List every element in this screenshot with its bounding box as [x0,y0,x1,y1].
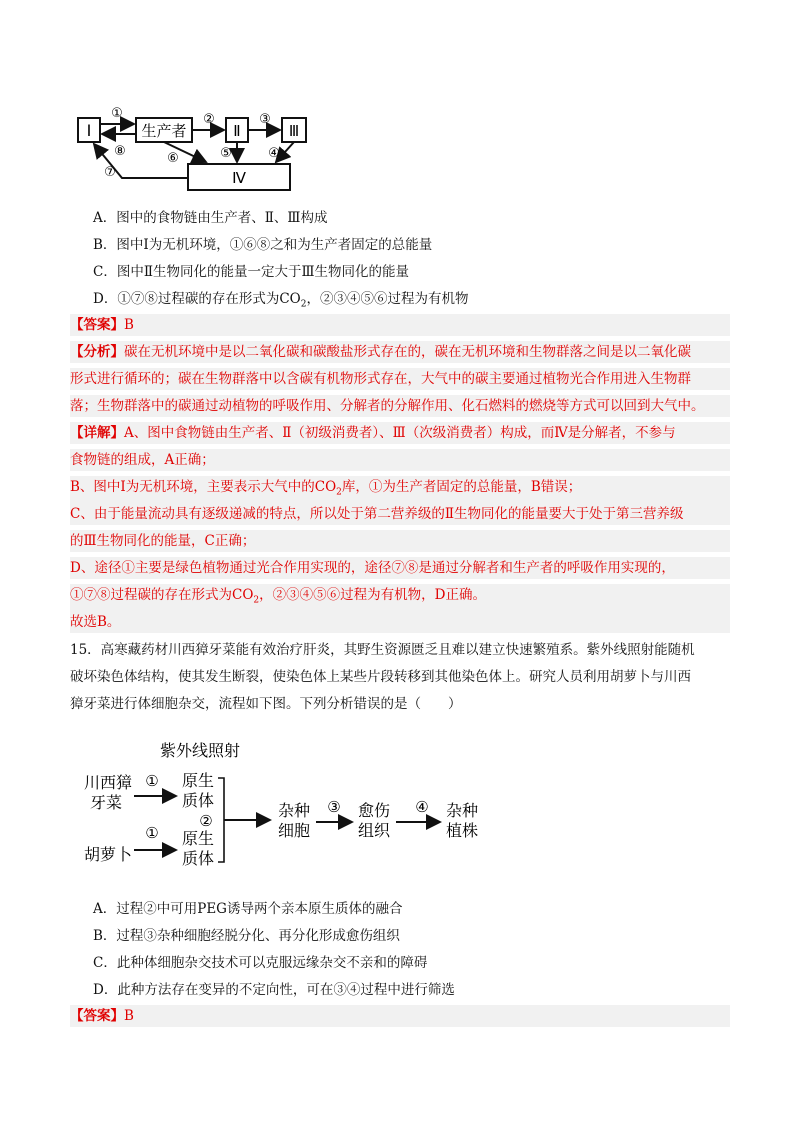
q15-option-d: D．此种方法存在变异的不定向性，可在③④过程中进行筛选 [93,982,455,998]
step-3: ③ [327,798,341,816]
plantlet-line2: 植株 [446,821,479,840]
label-2: ② [203,112,215,127]
q14-detail-7: ①⑦⑧过程碳的存在形式为$CO_2$，②③④⑤⑥过程为有机物，D正确。 [70,584,730,612]
step-2: ② [199,812,213,830]
q14-detail-1: 【详解】A、图中食物链由生产者、Ⅱ（初级消费者）、Ⅲ（次级消费者）构成，而Ⅳ是分解者，不参与 [70,422,730,444]
label-5: ⑤ [220,146,232,161]
merge-bracket [218,778,224,862]
q14-detail-4: C、由于能量流动具有逐级递减的特点，所以处于第二营养级的Ⅱ生物同化的能量要大于处于第三营养级 [70,503,730,525]
node-producer: 生产者 [141,122,187,140]
node-II: Ⅱ [233,122,241,140]
q14-detail-5: 的Ⅲ生物同化的能量，C正确； [70,530,730,552]
uv-label: 紫外线照射 [160,741,241,760]
q14-conclusion: 故选B。 [70,611,730,633]
q15-stem-1: 15．高寒藏药材川西獐牙菜能有效治疗肝炎，其野生资源匮乏且难以建立快速繁殖系。紫外线照射能随机 [70,642,695,658]
q14-answer: 【答案】B [70,314,730,336]
q14-detail-6: D、途径①主要是绿色植物通过光合作用实现的，途径⑦⑧是通过分解者和生产者的呼吸作用实现的， [70,557,730,579]
label-3: ③ [259,112,271,127]
label-7: ⑦ [104,165,116,180]
node-III: Ⅲ [288,122,300,140]
q14-analysis-1: 【分析】碳在无机环境中是以二氧化碳和碳酸盐形式存在的，碳在无机环境和生物群落之间是以二氧化碳 [70,341,730,363]
label-1: ① [111,106,123,121]
step-1b: ① [145,824,159,842]
proto-a-line1: 原生 [182,771,215,790]
hybrid-line2: 细胞 [278,821,311,840]
q14-option-b: B．图中Ⅰ为无机环境，①⑥⑧之和为生产者固定的总能量 [93,237,433,253]
plantlet-line1: 杂种 [446,801,479,820]
callus-line2: 组织 [358,821,391,840]
node-IV: Ⅳ [232,169,246,187]
q14-detail-2: 食物链的组成，A正确； [70,449,730,471]
q14-option-a: A．图中的食物链由生产者、Ⅱ、Ⅲ构成 [93,210,328,226]
step-1a: ① [145,772,159,790]
q14-analysis-2: 形式进行循环的；碳在生物群落中以含碳有机物形式存在，大气中的碳主要通过植物光合作用进入生物群 [70,368,730,390]
carbon-cycle-diagram [70,100,310,196]
q15-stem-3: 獐牙菜进行体细胞杂交，流程如下图。下列分析错误的是（ ） [70,696,462,712]
q14-analysis-3: 落；生物群落中的碳通过动植物的呼吸作用、分解者的分解作用、化石燃料的燃烧等方式可以回到大气中。 [70,395,730,417]
hybridization-flow-diagram [80,738,500,880]
callus-line1: 愈伤 [358,801,391,820]
q15-option-c: C．此种体细胞杂交技术可以克服远缘杂交不亲和的障碍 [93,955,428,971]
q14-option-d: D．①⑦⑧过程碳的存在形式为$CO_2$，②③④⑤⑥过程为有机物 [93,291,469,310]
q15-stem-2: 破坏染色体结构，使其发生断裂，使染色体上某些片段转移到其他染色体上。研究人员利用胡萝卜与川西 [70,669,691,685]
step-4: ④ [415,798,429,816]
proto-b-line2: 质体 [182,849,215,868]
plant-b: 胡萝卜 [84,845,133,864]
q14-detail-3: B、图中Ⅰ为无机环境，主要表示大气中的$CO_2$库，①为生产者固定的总能量，B错误； [70,476,730,504]
q14-option-c: C．图中Ⅱ生物同化的能量一定大于Ⅲ生物同化的能量 [93,264,410,280]
label-4: ④ [268,146,280,161]
q15-answer: 【答案】B [70,1005,730,1027]
label-8: ⑧ [114,144,126,159]
proto-a-line2: 质体 [182,791,215,810]
plant-a-line1: 川西獐 [84,773,133,792]
proto-b-line1: 原生 [182,829,215,848]
q15-option-b: B．过程③杂种细胞经脱分化、再分化形成愈伤组织 [93,928,400,944]
plant-a-line2: 牙菜 [90,793,123,812]
hybrid-line1: 杂种 [278,801,311,820]
node-I: Ⅰ [86,121,92,140]
label-6: ⑥ [167,151,179,166]
q15-option-a: A．过程②中可用PEG诱导两个亲本原生质体的融合 [93,901,403,917]
